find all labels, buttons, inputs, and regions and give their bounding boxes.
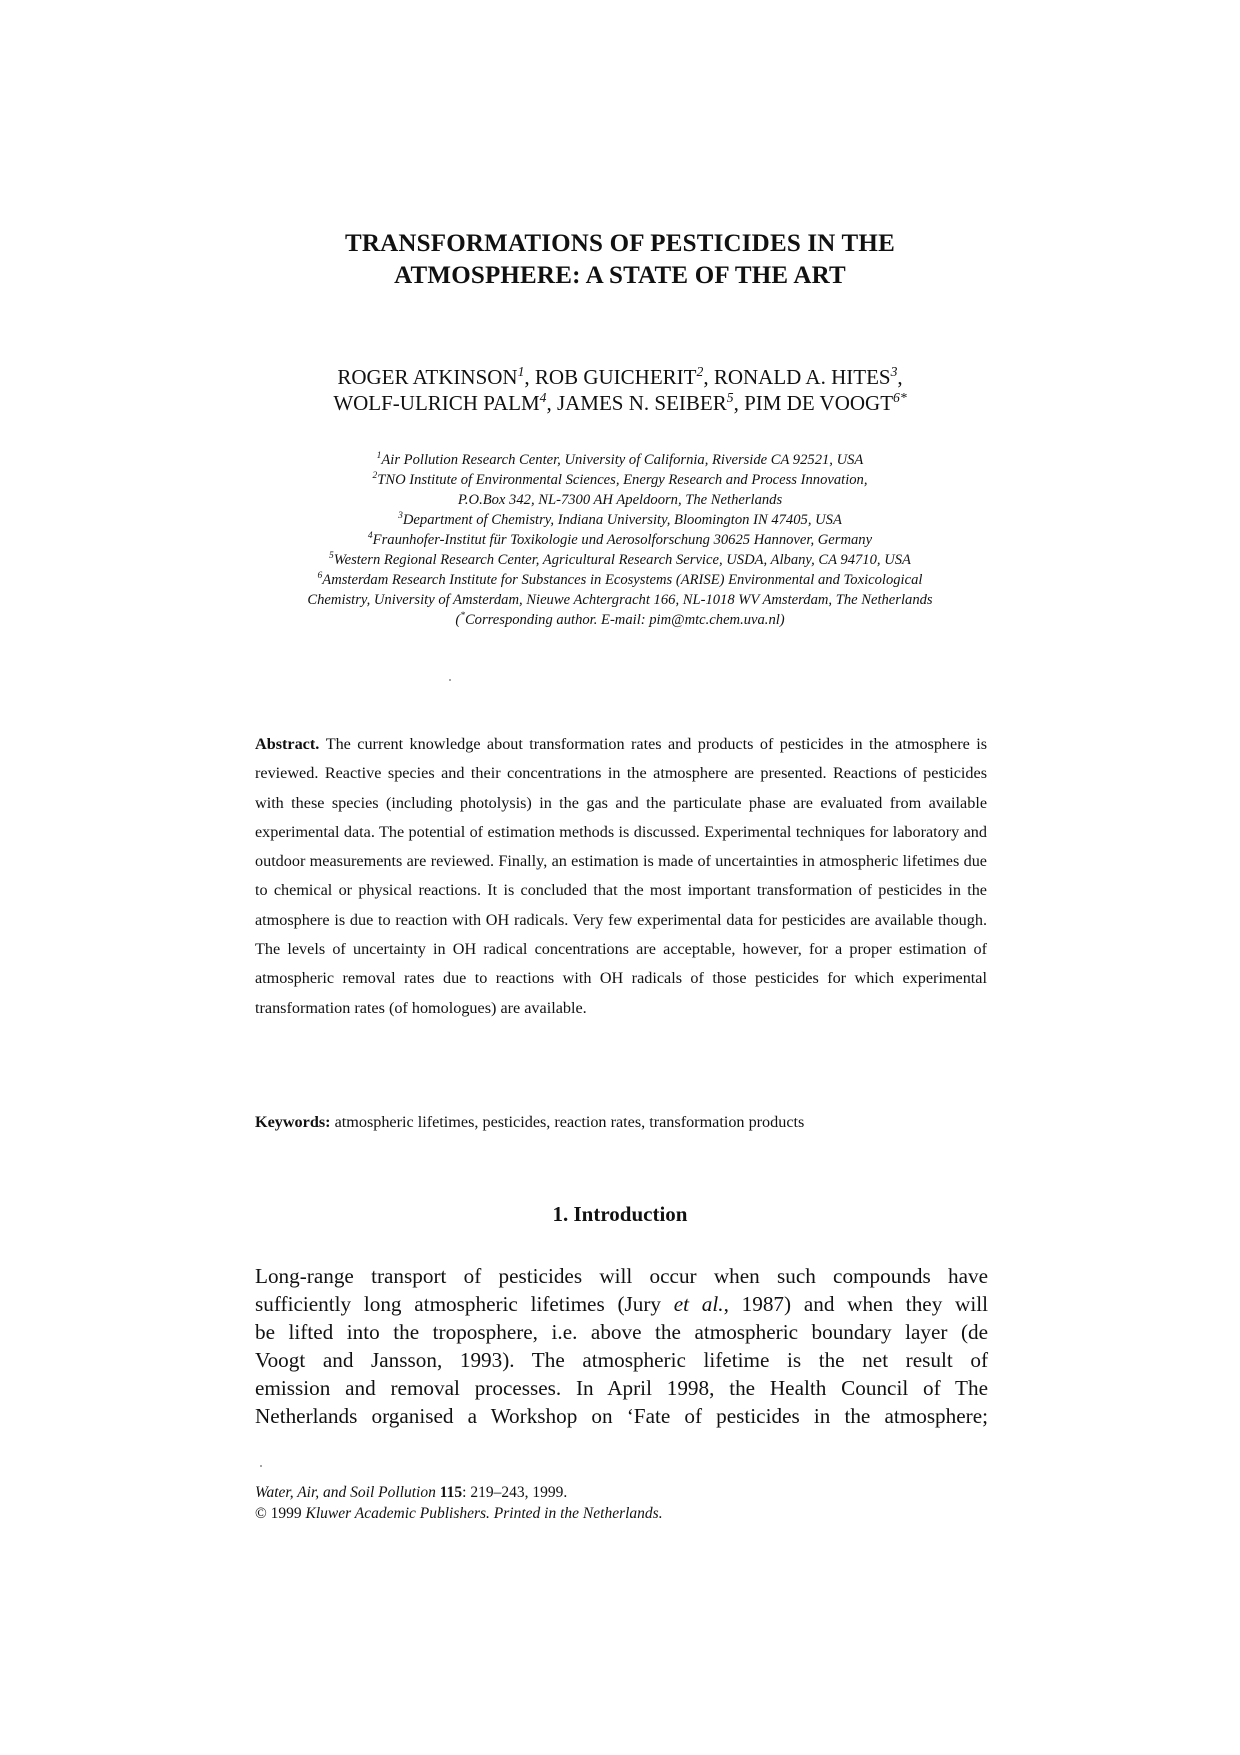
corresponding-text: Corresponding author. E-mail: pim@mtc.chem.uva.nl) <box>464 612 785 628</box>
paren: ( <box>455 612 461 628</box>
author-sup: 6* <box>893 390 907 405</box>
title-line-2: ATMOSPHERE: A STATE OF THE ART <box>394 262 846 289</box>
intro-line: Voogt and Jansson, 1993). The atmospheric lifetime is the net result of <box>255 1348 988 1372</box>
affiliation-sup: 4 <box>367 531 373 542</box>
intro-line: Netherlands organised a Workshop on ‘Fate of pesticides in the atmosphere; <box>255 1404 988 1428</box>
intro-line: emission and removal processes. In April 1998, the Health Council of The <box>255 1376 988 1400</box>
affiliation-3 <box>0 510 1240 530</box>
author-sup: 1 <box>517 364 525 379</box>
author-line-1 <box>0 364 1240 390</box>
abstract-label: Abstract. <box>255 735 320 753</box>
author-seiber: , JAMES N. SEIBER <box>546 391 727 415</box>
affiliation-text: Amsterdam Research Institute for Substances in Ecosystems (ARISE) Environmental and Toxicological <box>322 572 923 588</box>
intro-text: , 1987) and when they will <box>723 1292 988 1316</box>
affiliation-2-cont: P.O.Box 342, NL-7300 AH Apeldoorn, The Netherlands <box>457 492 783 508</box>
scan-speck <box>260 1465 262 1467</box>
affiliation-sup: 6 <box>317 571 323 582</box>
author-de-voogt: , PIM DE VOOGT <box>733 391 894 415</box>
affiliation-5 <box>0 550 1240 570</box>
keywords-text: atmospheric lifetimes, pesticides, reaction rates, transformation products <box>334 1113 805 1131</box>
affiliation-2 <box>0 470 1240 490</box>
intro-emphasis: et al. <box>673 1292 724 1316</box>
journal-volume: 115 <box>439 1484 463 1501</box>
affiliation-4 <box>0 530 1240 550</box>
author-sup: 4 <box>539 390 547 405</box>
author-guicherit: , ROB GUICHERIT <box>524 365 697 389</box>
affiliation-sup: 1 <box>376 451 382 462</box>
copyright-line <box>255 1503 663 1524</box>
intro-line: be lifted into the troposphere, i.e. above the atmospheric boundary layer (de <box>255 1320 988 1344</box>
intro-paragraph <box>255 1262 988 1430</box>
publisher: Kluwer Academic Publishers. Printed in the Netherlands. <box>305 1505 663 1522</box>
scan-speck <box>449 679 451 681</box>
author-hites: , RONALD A. HITES <box>703 365 891 389</box>
author-list <box>0 364 1240 416</box>
abstract <box>255 730 987 1023</box>
author-line-2 <box>0 390 1240 416</box>
author-sup: 3 <box>890 364 898 379</box>
affiliation-text: Air Pollution Research Center, University of California, Riverside CA 92521, USA <box>381 452 864 468</box>
asterisk: * <box>460 611 465 622</box>
affiliation-text: Western Regional Research Center, Agricultural Research Service, USDA, Albany, CA 94710, USA <box>333 552 911 568</box>
paper-title <box>0 228 1240 292</box>
affiliation-text: Fraunhofer-Institut für Toxikologie und Aerosolforschung 30625 Hannover, Germany <box>372 532 873 548</box>
author-atkinson: ROGER ATKINSON <box>337 365 518 389</box>
author-sup: 5 <box>726 390 734 405</box>
journal-pages: : 219–243, 1999. <box>462 1484 568 1501</box>
affiliation-text: Department of Chemistry, Indiana University, Bloomington IN 47405, USA <box>402 512 842 528</box>
affiliation-sup: 5 <box>329 551 334 562</box>
abstract-text: The current knowledge about transformation rates and products of pesticides in the atmosphere is reviewed. Reactive species and their concentrations in the atmosphere are presented. Reactions of pesticides with these species (including photolysis) in the gas and the particulate phase are evaluated from available experimental data. The potential of estimation methods is discussed. Experimental techniques for laboratory and outdoor measurements are reviewed. Finally, an estimation is made of uncertainties in atmospheric lifetimes due to chemical or physical reactions. It is concluded that the most important transformation of pesticides in the atmosphere is due to reaction with OH radicals. Very few experimental data for pesticides are available though. The levels of uncertainty in OH radical concentrations are acceptable, however, for a proper estimation of atmospheric removal rates due to reactions with OH radicals of those pesticides for which experimental transformation rates (of homologues) are available. <box>255 735 987 1017</box>
affiliation-1 <box>0 450 1240 470</box>
keywords <box>255 1111 987 1133</box>
affiliation-6 <box>0 570 1240 590</box>
title-line-1: TRANSFORMATIONS OF PESTICIDES IN THE <box>345 230 895 257</box>
intro-line: Long-range transport of pesticides will occur when such compounds have <box>255 1264 988 1288</box>
publication-footer <box>255 1482 663 1524</box>
corresponding-author <box>0 610 1240 630</box>
keywords-label: Keywords: <box>255 1113 331 1131</box>
affiliation-sup: 3 <box>398 511 403 522</box>
intro-line <box>255 1290 988 1318</box>
section-heading: 1. Introduction <box>552 1202 688 1226</box>
intro-text: sufficiently long atmospheric lifetimes (Jury <box>255 1292 674 1316</box>
affiliation-6-cont: Chemistry, University of Amsterdam, Nieuwe Achtergracht 166, NL-1018 WV Amsterdam, The Netherlands <box>307 592 933 608</box>
author-palm: WOLF-ULRICH PALM <box>333 391 540 415</box>
author-sup: 2 <box>696 364 704 379</box>
journal-name: Water, Air, and Soil Pollution <box>255 1484 436 1501</box>
author-separator: , <box>897 365 903 389</box>
copyright: © 1999 <box>255 1505 302 1522</box>
affiliation-sup: 2 <box>372 471 378 482</box>
affiliations <box>0 450 1240 630</box>
journal-citation <box>255 1482 663 1503</box>
affiliation-text: TNO Institute of Environmental Sciences, Energy Research and Process Innovation, <box>377 472 868 488</box>
